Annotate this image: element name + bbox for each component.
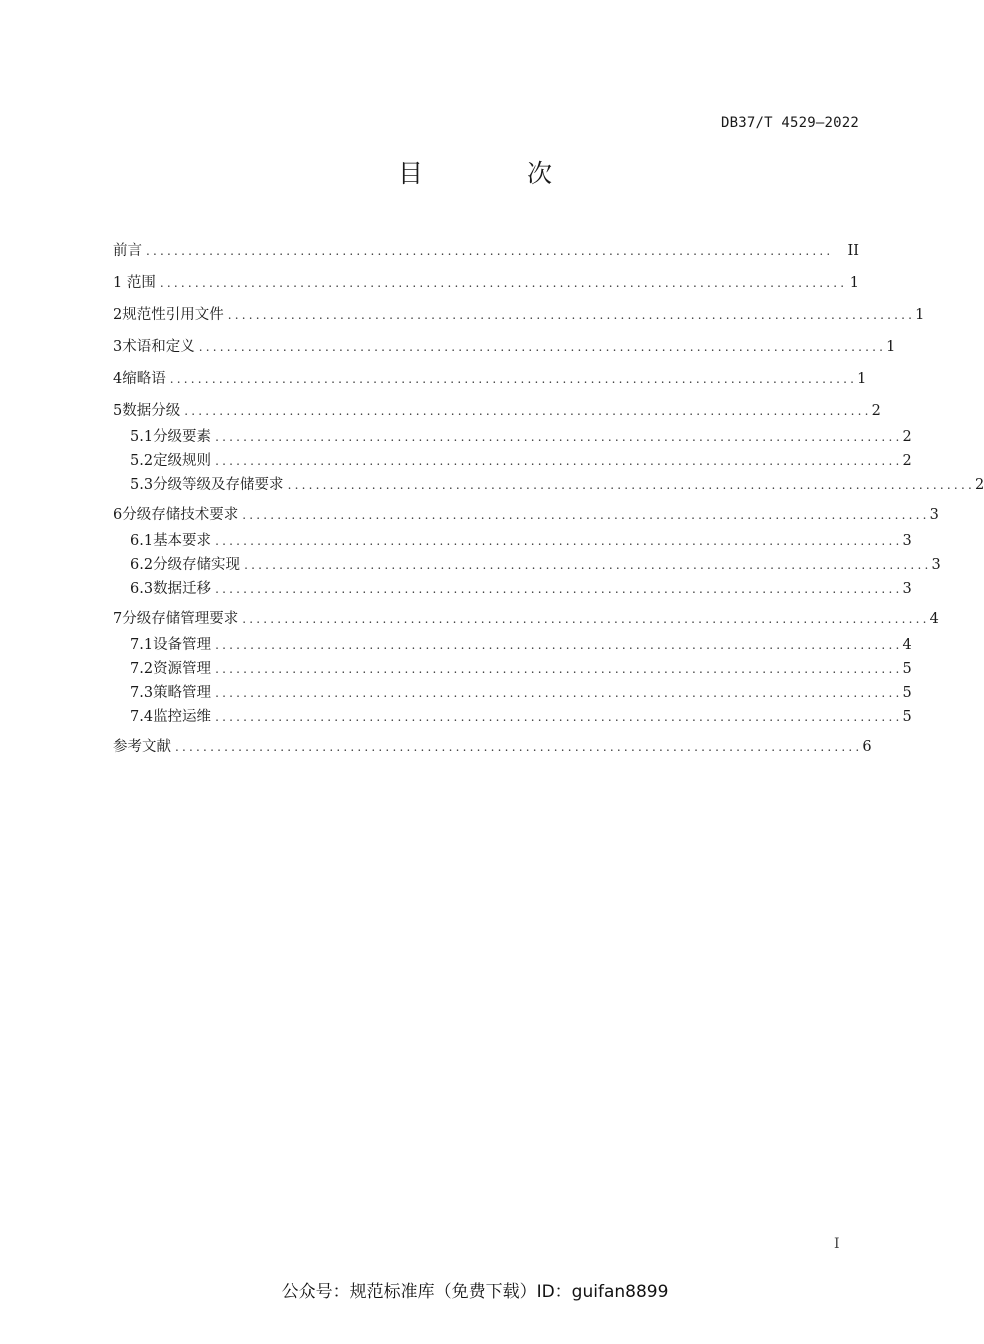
toc-page: 2 — [902, 453, 912, 469]
toc-entry-references[interactable] — [113, 732, 872, 756]
page-number: I — [834, 1236, 840, 1252]
toc-page: 1 — [849, 275, 859, 291]
toc-number: 6.1 — [130, 533, 154, 549]
toc-number: 4 — [113, 371, 123, 387]
toc-page: 5 — [902, 685, 912, 701]
toc-leader-dots: .................................................................................................. — [215, 662, 903, 676]
page-title: 目 次 — [398, 159, 600, 188]
toc-label: 数据分级 — [122, 403, 181, 419]
toc-number: 3 — [113, 339, 123, 355]
toc-page: 3 — [929, 507, 939, 523]
toc-label: 分级存储实现 — [153, 557, 241, 573]
toc-entry-6-3[interactable] — [113, 574, 912, 598]
toc-label: 分级存储技术要求 — [122, 507, 239, 523]
toc-page: 4 — [929, 611, 939, 627]
toc-entry-7-3[interactable] — [113, 678, 912, 702]
toc-leader-dots: .................................................................................................. — [244, 558, 932, 572]
toc-leader-dots: .................................................................................................. — [198, 340, 887, 354]
toc-entry-4[interactable] — [113, 364, 867, 388]
toc-leader-dots: .................................................................................................. — [227, 308, 916, 322]
toc-leader-dots: .................................................................................................. — [175, 740, 863, 754]
toc-label: 参考文献 — [113, 739, 171, 755]
toc-number: 6.2 — [130, 557, 154, 573]
toc-leader-dots: .................................................................................................. — [242, 612, 930, 626]
toc-number: 7.1 — [130, 637, 154, 653]
footer-watermark-text: 公众号：规范标准库（免费下载）ID：guifan8899 — [281, 1282, 669, 1302]
toc-page: 2 — [974, 477, 984, 493]
toc-label: 分级要素 — [153, 429, 212, 445]
toc-label: 规范性引用文件 — [122, 307, 224, 323]
toc-leader-dots: .................................................................................................. — [215, 430, 903, 444]
toc-leader-dots: .................................................................................................. — [215, 534, 903, 548]
toc-label: 监控运维 — [153, 709, 212, 725]
toc-leader-dots: .................................................................................................. — [215, 454, 903, 468]
toc-page: 5 — [902, 709, 912, 725]
toc-entry-6[interactable] — [113, 500, 939, 524]
toc-page: II — [847, 243, 859, 259]
toc-label: 分级等级及存储要求 — [153, 477, 284, 493]
toc-leader-dots: .................................................................................................. — [242, 508, 930, 522]
toc-label: 前言 — [113, 243, 142, 259]
toc-label: 策略管理 — [153, 685, 212, 701]
toc-label: 基本要求 — [153, 533, 212, 549]
toc-entry-5-2[interactable] — [113, 446, 912, 470]
toc-label: 定级规则 — [153, 453, 212, 469]
toc-entry-7[interactable] — [113, 604, 939, 628]
toc-leader-dots: .................................................................................................. — [159, 276, 848, 290]
toc-leader-dots: .................................................................................................. — [184, 404, 872, 418]
toc-leader-dots: .................................................................................................. — [287, 478, 975, 492]
toc-label: 缩略语 — [122, 371, 166, 387]
toc-number: 1 — [113, 275, 123, 291]
toc-leader-dots: .................................................................................................. — [215, 582, 903, 596]
toc-number: 6 — [113, 507, 123, 523]
toc-entry-foreword[interactable] — [113, 236, 859, 260]
toc-number: 7 — [113, 611, 123, 627]
toc-label: 设备管理 — [153, 637, 212, 653]
toc-entry-6-2[interactable] — [113, 550, 941, 574]
toc-number: 6.3 — [130, 581, 154, 597]
toc-page: 1 — [886, 339, 896, 355]
toc-entry-3[interactable] — [113, 332, 896, 356]
toc-label: 分级存储管理要求 — [122, 611, 239, 627]
toc-number: 7.3 — [130, 685, 154, 701]
toc-label: 范围 — [126, 275, 156, 291]
toc-leader-dots: .................................................................................................. — [146, 244, 834, 258]
toc-entry-7-2[interactable] — [113, 654, 912, 678]
toc-entry-2[interactable] — [113, 300, 925, 324]
toc-entry-7-4[interactable] — [113, 702, 912, 726]
toc-page: 2 — [902, 429, 912, 445]
toc-page: 1 — [857, 371, 867, 387]
toc-entry-1[interactable] — [113, 268, 859, 292]
toc-number: 5.1 — [130, 429, 154, 445]
toc-entry-5-3[interactable] — [113, 470, 984, 494]
toc-leader-dots: .................................................................................................. — [215, 710, 903, 724]
toc-label: 资源管理 — [153, 661, 212, 677]
toc-number: 7.2 — [130, 661, 154, 677]
toc-entry-6-1[interactable] — [113, 526, 912, 550]
toc-page: 5 — [902, 661, 912, 677]
toc-page: 3 — [902, 581, 912, 597]
toc-entry-5[interactable] — [113, 396, 881, 420]
toc-label: 数据迁移 — [153, 581, 212, 597]
toc-leader-dots: .................................................................................................. — [215, 638, 903, 652]
toc-number: 7.4 — [130, 709, 154, 725]
toc-leader-dots: .................................................................................................. — [215, 686, 903, 700]
toc-page: 3 — [931, 557, 941, 573]
toc-label: 术语和定义 — [122, 339, 195, 355]
toc-page: 2 — [871, 403, 881, 419]
toc-page: 6 — [862, 739, 872, 755]
toc-page: 1 — [915, 307, 925, 323]
toc-page: 3 — [902, 533, 912, 549]
toc-entry-7-1[interactable] — [113, 630, 912, 654]
toc-page: 4 — [902, 637, 912, 653]
toc-leader-dots: .................................................................................................. — [169, 372, 858, 386]
standard-code: DB37/T 4529—2022 — [720, 115, 859, 131]
toc-entry-5-1[interactable] — [113, 422, 912, 446]
toc-number: 5 — [113, 403, 123, 419]
toc-number: 5.3 — [130, 477, 154, 493]
toc-number: 5.2 — [130, 453, 154, 469]
toc-number: 2 — [113, 307, 123, 323]
